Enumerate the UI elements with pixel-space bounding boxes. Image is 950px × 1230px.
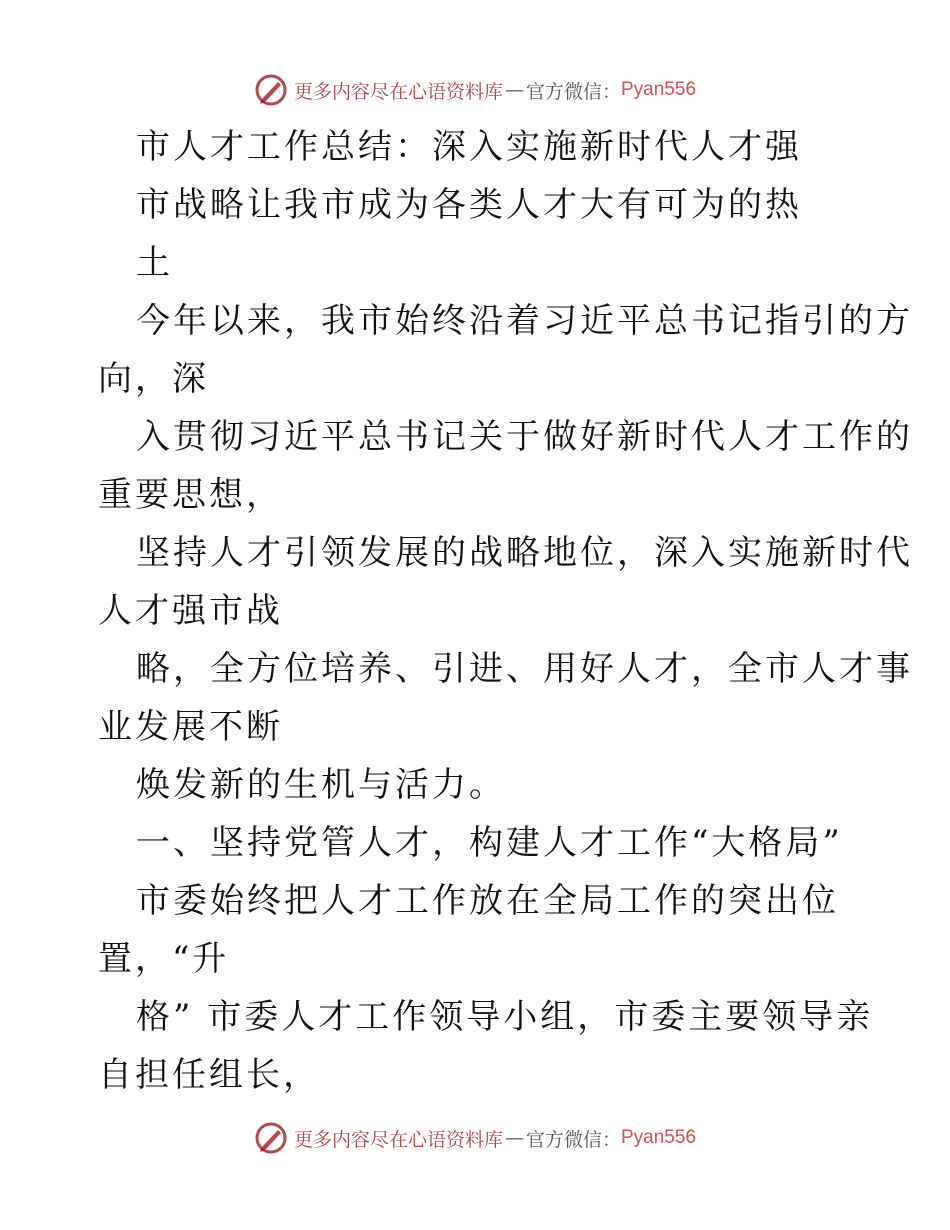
paragraph-line: 格” 市委人才工作领导小组，市委主要领导亲 bbox=[136, 997, 874, 1037]
paragraph-line: 入贯彻习近平总书记关于做好新时代人才工作的 bbox=[136, 417, 913, 457]
title-line-3: 土 bbox=[136, 243, 173, 283]
header-watermark bbox=[0, 70, 950, 110]
wechat-id: Pyan556 bbox=[621, 1127, 697, 1148]
paragraph-line: 重要思想， bbox=[98, 475, 283, 515]
title-line-1: 市人才工作总结：深入实施新时代人才强 bbox=[136, 127, 802, 167]
wechat-label: 官方微信： bbox=[525, 1128, 621, 1151]
paragraph-line: 略，全方位培养、引进、用好人才，全市人才事 bbox=[136, 649, 913, 689]
paragraph-line: 业发展不断 bbox=[98, 707, 283, 747]
brand-text: 更多内容尽在心语资料库 bbox=[293, 80, 503, 103]
paragraph-line: 向，深 bbox=[98, 359, 209, 399]
pen-logo-icon bbox=[254, 73, 288, 107]
paragraph-line: 自担任组长， bbox=[98, 1055, 320, 1095]
banner-separator: — bbox=[504, 79, 524, 101]
paragraph-line: 今年以来，我市始终沿着习近平总书记指引的方 bbox=[136, 301, 913, 341]
paragraph-line: 市委始终把人才工作放在全局工作的突出位 bbox=[136, 881, 839, 921]
section-heading: 一、坚持党管人才，构建人才工作“大格局” bbox=[136, 823, 843, 863]
banner-separator: — bbox=[504, 1127, 524, 1149]
paragraph-line: 人才强市战 bbox=[98, 591, 283, 631]
paragraph-line: 焕发新的生机与活力。 bbox=[136, 765, 506, 805]
wechat-label: 官方微信： bbox=[525, 80, 621, 103]
wechat-id: Pyan556 bbox=[621, 79, 697, 100]
title-line-2: 市战略让我市成为各类人才大有可为的热 bbox=[136, 185, 802, 225]
brand-text: 更多内容尽在心语资料库 bbox=[293, 1128, 503, 1151]
paragraph-line: 坚持人才引领发展的战略地位，深入实施新时代 bbox=[136, 533, 913, 573]
footer-watermark bbox=[0, 1118, 950, 1158]
pen-logo-icon bbox=[254, 1121, 288, 1155]
document-body bbox=[0, 118, 950, 1104]
paragraph-line: 置，“升 bbox=[98, 939, 230, 979]
